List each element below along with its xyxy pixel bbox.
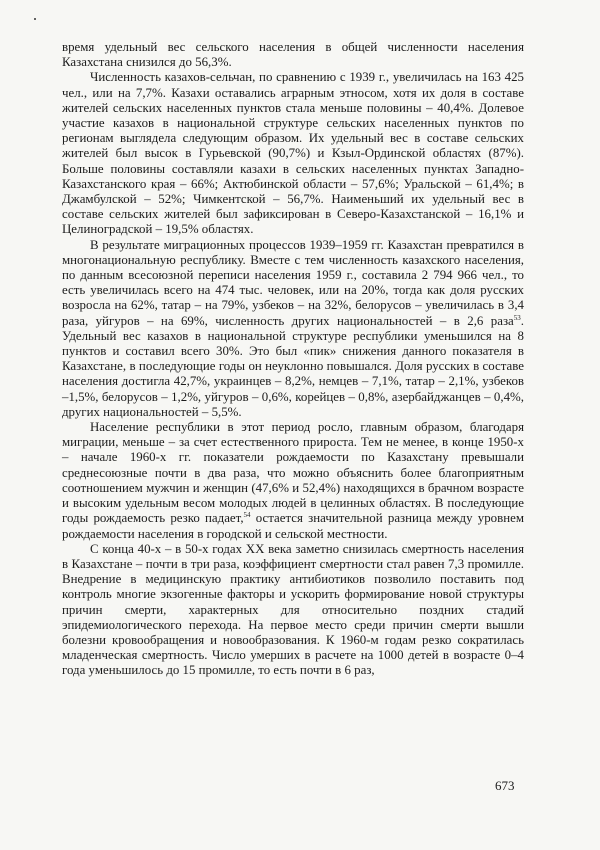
footnote-ref-53[interactable]: 53 [513, 313, 521, 322]
paragraph-3-text-b: . Удельный вес казахов в национальной структуре республики уменьшился на 8 пунктов и составил всего 30%. Это был «пик» снижения данного показателя в Казахстане, в последующие годы он неуклонно повышался. Доля русских в составе населения достигла 42,7%, украинцев – 8,2%, немцев – 7,1%, татар – 2,1%, узбеков –1,5%, белорусов – 1,2%, уйгуров – 0,6%, корейцев – 0,8%, азербайджанцев – 0,4%, других национальностей – 5,5%. [62, 313, 524, 419]
paragraph-4 [62, 420, 524, 542]
page-number: 673 [495, 778, 515, 793]
paragraph-3 [62, 238, 524, 420]
paragraph-4-text-b: остается значительной разница между уровнем рождаемости населения в городской и сельской местности. [62, 511, 524, 541]
paragraph-4-text-a: Население республики в этот период росло, главным образом, благодаря миграции, меньше – за счет естественного прироста. Тем не менее, в конце 1950-х – начале 1960-х гг. показатели рождаемости по Казахстану превышали среднесоюзные почти в два раза, что можно объяснить более благоприятным соотношением мужчин и женщин (47,6% и 52,4%) находящихся в брачном возрасте и высоким удельным весом молодых людей в целинных областях. В последующие годы рождаемость резко падает, [62, 420, 524, 526]
footnote-ref-54[interactable]: 54 [243, 511, 251, 520]
paragraph-2: Численность казахов-сельчан, по сравнению с 1939 г., увеличилась на 163 425 чел., или на 7,7%. Казахи оставались аграрным этносом, хотя их доля в составе жителей сельских населенных пунктов стала меньше половины – 40,4%. Долевое участие казахов в национальной структуре сельских населенных пунктов по регионам выглядела следующим образом. Их удельный вес в составе сельских жителей был высок в Гурьевской (90,7%) и Кзыл-Ординской областях (87%). Больше половины составляли казахи в сельских населенных пунктах Западно-Казахстанского края – 66%; Актюбинской области – 57,6%; Уральской – 61,4%; в Джамбулской – 52%; Чимкентской – 56,7%. Наименьший их удельный вес в составе сельских жителей был зафиксирован в Северо-Казахстанской – 16,1% и Целиноградской – 19,5% областях. [62, 70, 524, 237]
paragraph-3-text-a: В результате миграционных процессов 1939–1959 гг. Казахстан превратился в многонациональную республику. Вместе с тем численность казахского населения, по данным всесоюзной переписи населения 1959 г., составила 2 794 966 чел., то есть увеличилась всего на 474 тыс. человек, или на 20%, тогда как доля русских возросла на 62%, татар – на 79%, узбеков – на 32%, белорусов – увеличилась в 3,4 раза, уйгуров – на 69%, численность других национальностей – в 2,6 раза [62, 237, 524, 328]
scan-speck [34, 18, 36, 20]
paragraph-1: время удельный вес сельского населения в общей численности населения Казахстана снизился до 56,3%. [62, 40, 524, 70]
page-body [62, 40, 524, 679]
paragraph-5: С конца 40-х – в 50-х годах XX века заметно снизилась смертность населения в Казахстане – почти в три раза, коэффициент смертности стал равен 7,3 промилле. Внедрение в медицинскую практику антибиотиков позволило поставить под контроль многие экзогенные факторы и ускорить формирование новой структуры причин смерти, характерных для относительно поздних стадий эпидемиологического перехода. На первое место среди причин смерти вышли болезни кровообращения и новообразования. К 1960-м годам резко сократилась младенческая смертность. Число умерших в расчете на 1000 детей в возрасте 0–4 года уменьшилось до 15 промилле, то есть почти в 6 раз, [62, 541, 524, 678]
